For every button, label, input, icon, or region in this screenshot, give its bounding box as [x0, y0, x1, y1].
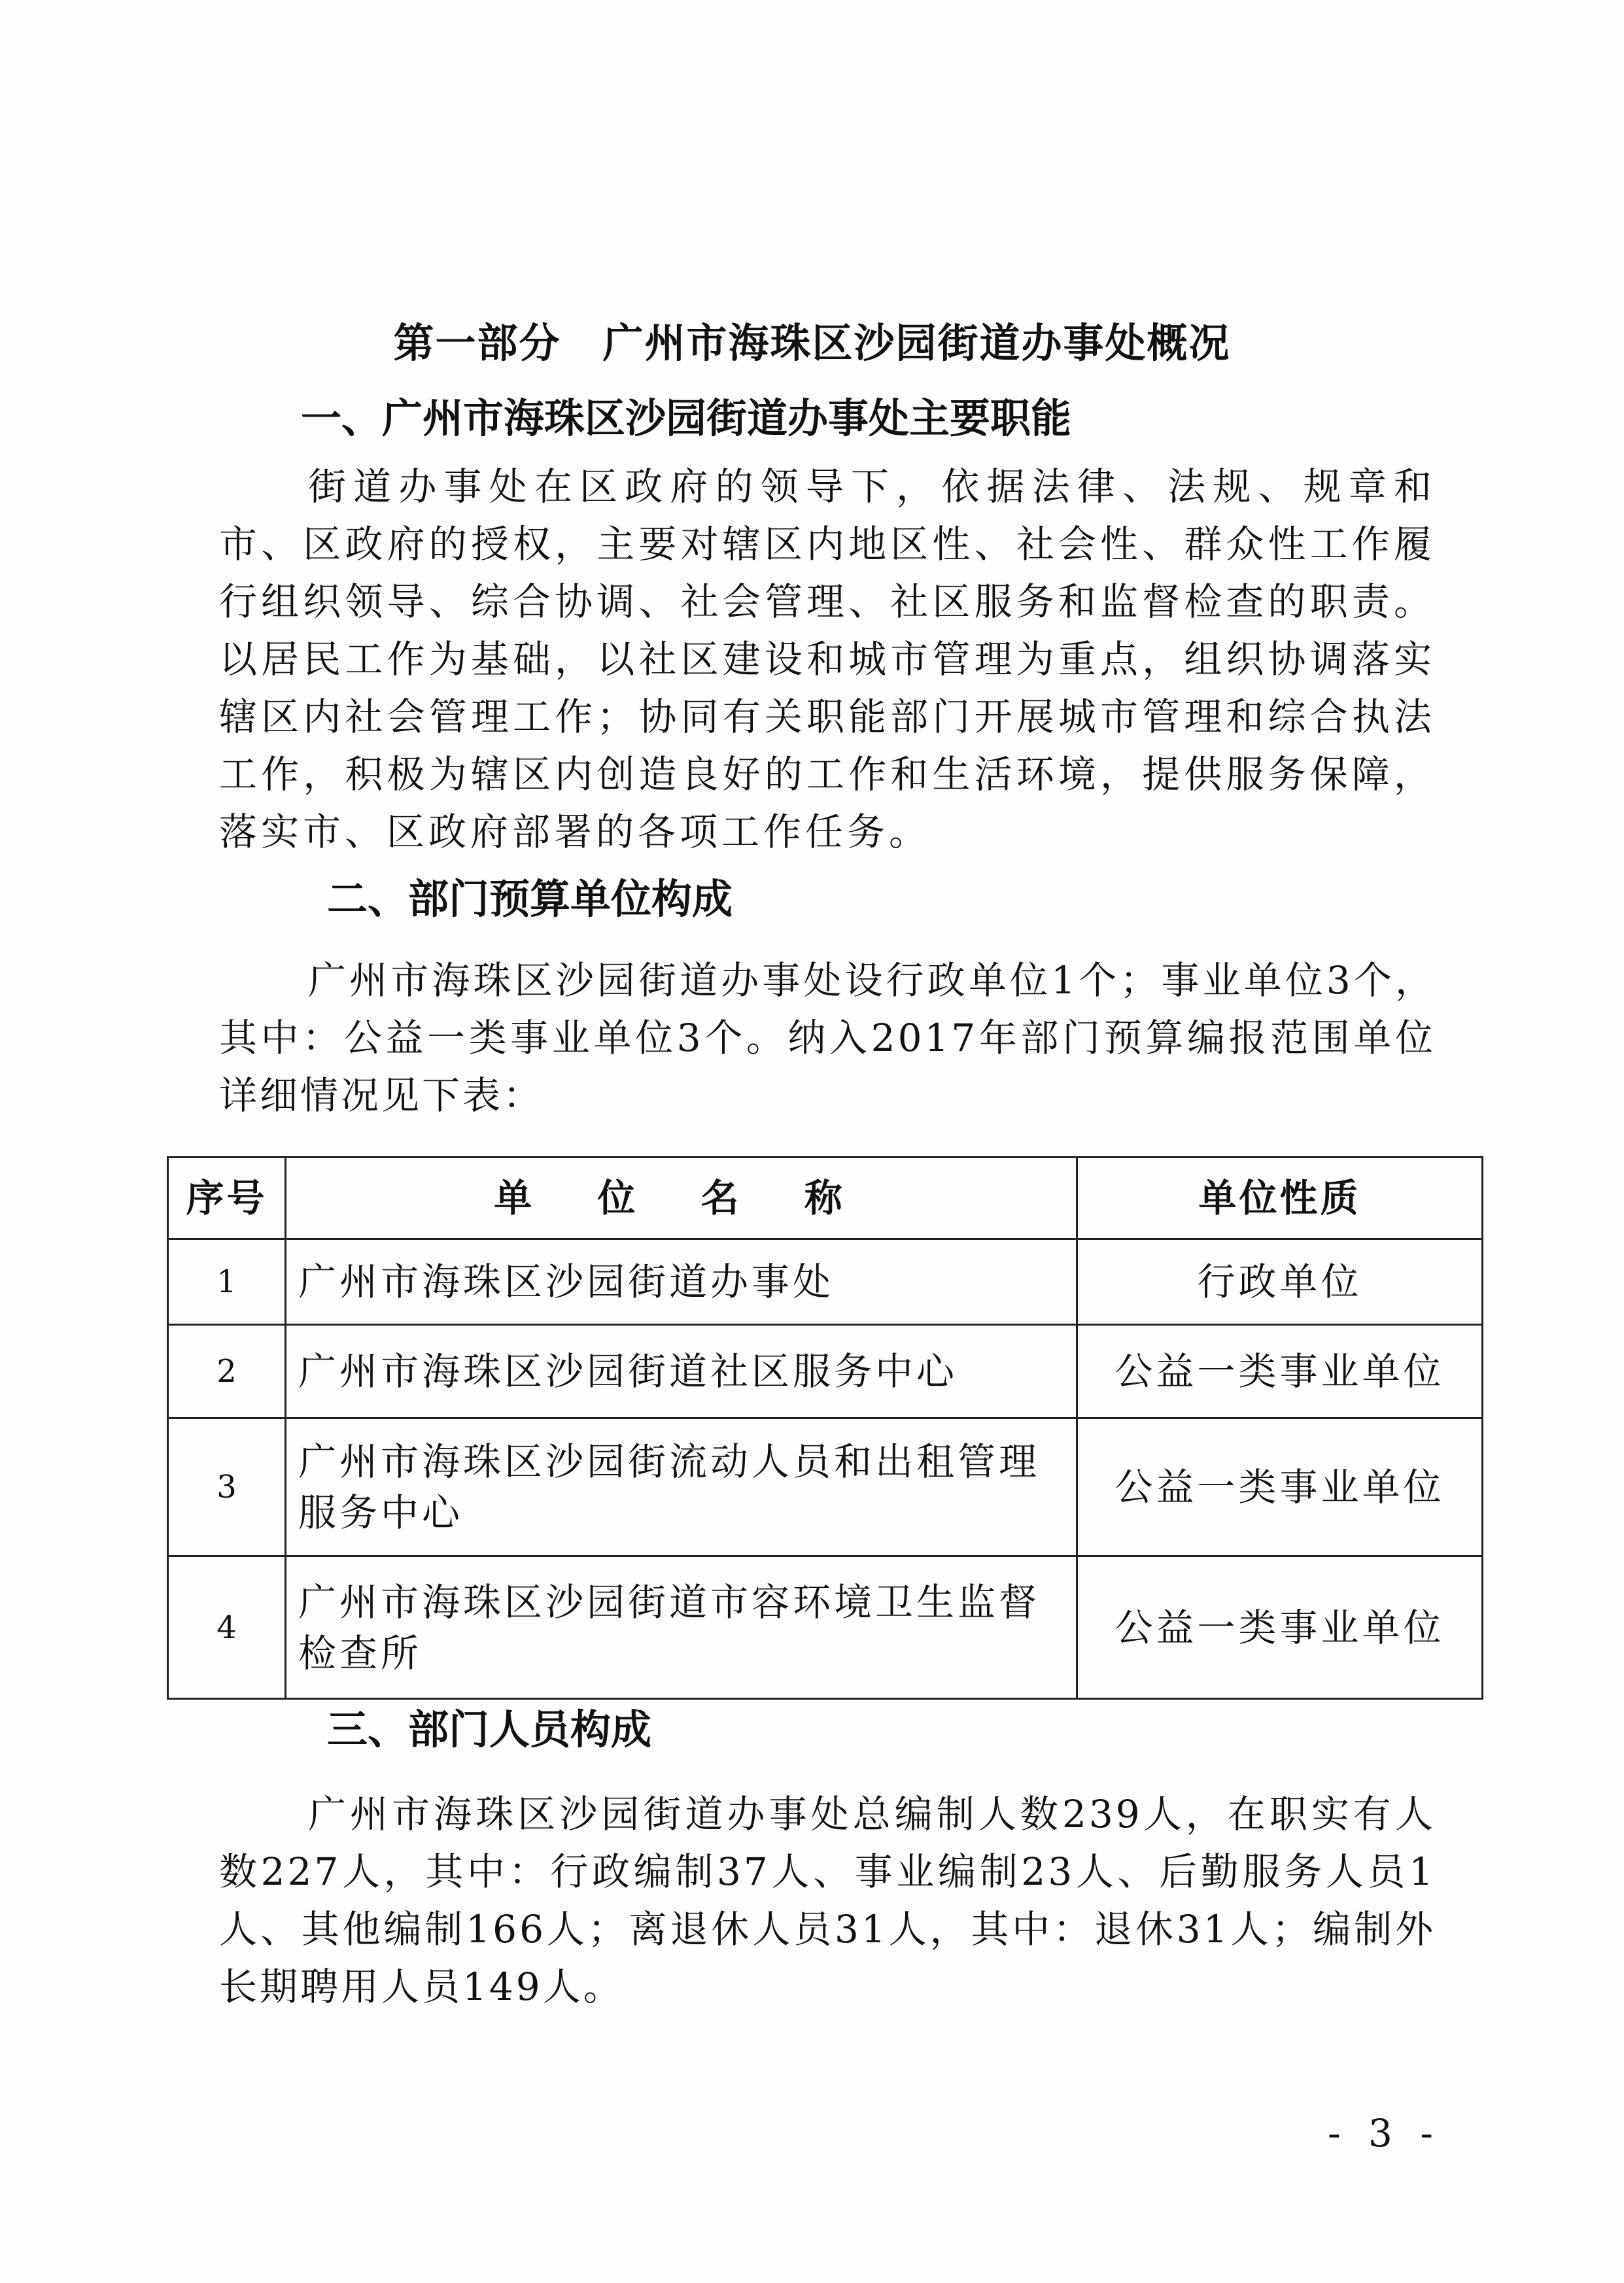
- page-title: 第一部分 广州市海珠区沙园街道办事处概况: [393, 319, 1231, 367]
- table-row: [168, 1556, 1483, 1699]
- page-number: - 3 -: [1328, 2111, 1441, 2155]
- row-no: 2: [168, 1325, 286, 1418]
- section-heading-functions: 一、广州市海珠区沙园街道办事处主要职能: [301, 394, 1072, 442]
- row-no: 3: [168, 1418, 286, 1556]
- table-row: [168, 1239, 1483, 1325]
- row-unit-type: 公益一类事业单位: [1077, 1556, 1483, 1699]
- row-unit-type: 行政单位: [1077, 1239, 1483, 1325]
- row-no: 4: [168, 1556, 286, 1699]
- table-row: [168, 1325, 1483, 1418]
- row-unit-type: 公益一类事业单位: [1077, 1325, 1483, 1418]
- section-heading-budget-units: 二、部门预算单位构成: [327, 875, 733, 923]
- row-unit-name: 广州市海珠区沙园街道社区服务中心: [286, 1325, 1077, 1418]
- table-header-row: [168, 1158, 1483, 1239]
- staff-paragraph: 广州市海珠区沙园街道办事处总编制人数239人，在职实有人数227人，其中：行政编制37人、事业编制23人、后勤服务人员1人、其他编制166人；离退休人员31人，其中：退休31人；编制外长期聘用人员149人。: [219, 1792, 1436, 2009]
- functions-paragraph: 街道办事处在区政府的领导下，依据法律、法规、规章和市、区政府的授权，主要对辖区内地区性、社会性、群众性工作履行组织领导、综合协调、社会管理、社区服务和监督检查的职责。以居民工作为基础，以社区建设和城市管理为重点，组织协调落实辖区内社会管理工作；协同有关职能部门开展城市管理和综合执法工作，积极为辖区内创造良好的工作和生活环境，提供服务保障，落实市、区政府部署的各项工作任务。: [219, 464, 1436, 854]
- header-unit-name: 单 位 名 称: [286, 1158, 1077, 1239]
- section-heading-staff: 三、部门人员构成: [327, 1706, 652, 1753]
- row-unit-type: 公益一类事业单位: [1077, 1418, 1483, 1556]
- header-no: 序号: [168, 1158, 286, 1239]
- row-unit-name: 广州市海珠区沙园街道办事处: [286, 1239, 1077, 1325]
- table-row: [168, 1418, 1483, 1556]
- budget-units-paragraph: 广州市海珠区沙园街道办事处设行政单位1个；事业单位3个，其中：公益一类事业单位3个。纳入2017年部门预算编报范围单位详细情况见下表：: [219, 958, 1436, 1118]
- budget-units-table: [167, 1156, 1483, 1700]
- row-unit-name: 广州市海珠区沙园街流动人员和出租管理服务中心: [286, 1418, 1077, 1556]
- row-no: 1: [168, 1239, 286, 1325]
- row-unit-name: 广州市海珠区沙园街道市容环境卫生监督检查所: [286, 1556, 1077, 1699]
- header-unit-type: 单位性质: [1077, 1158, 1483, 1239]
